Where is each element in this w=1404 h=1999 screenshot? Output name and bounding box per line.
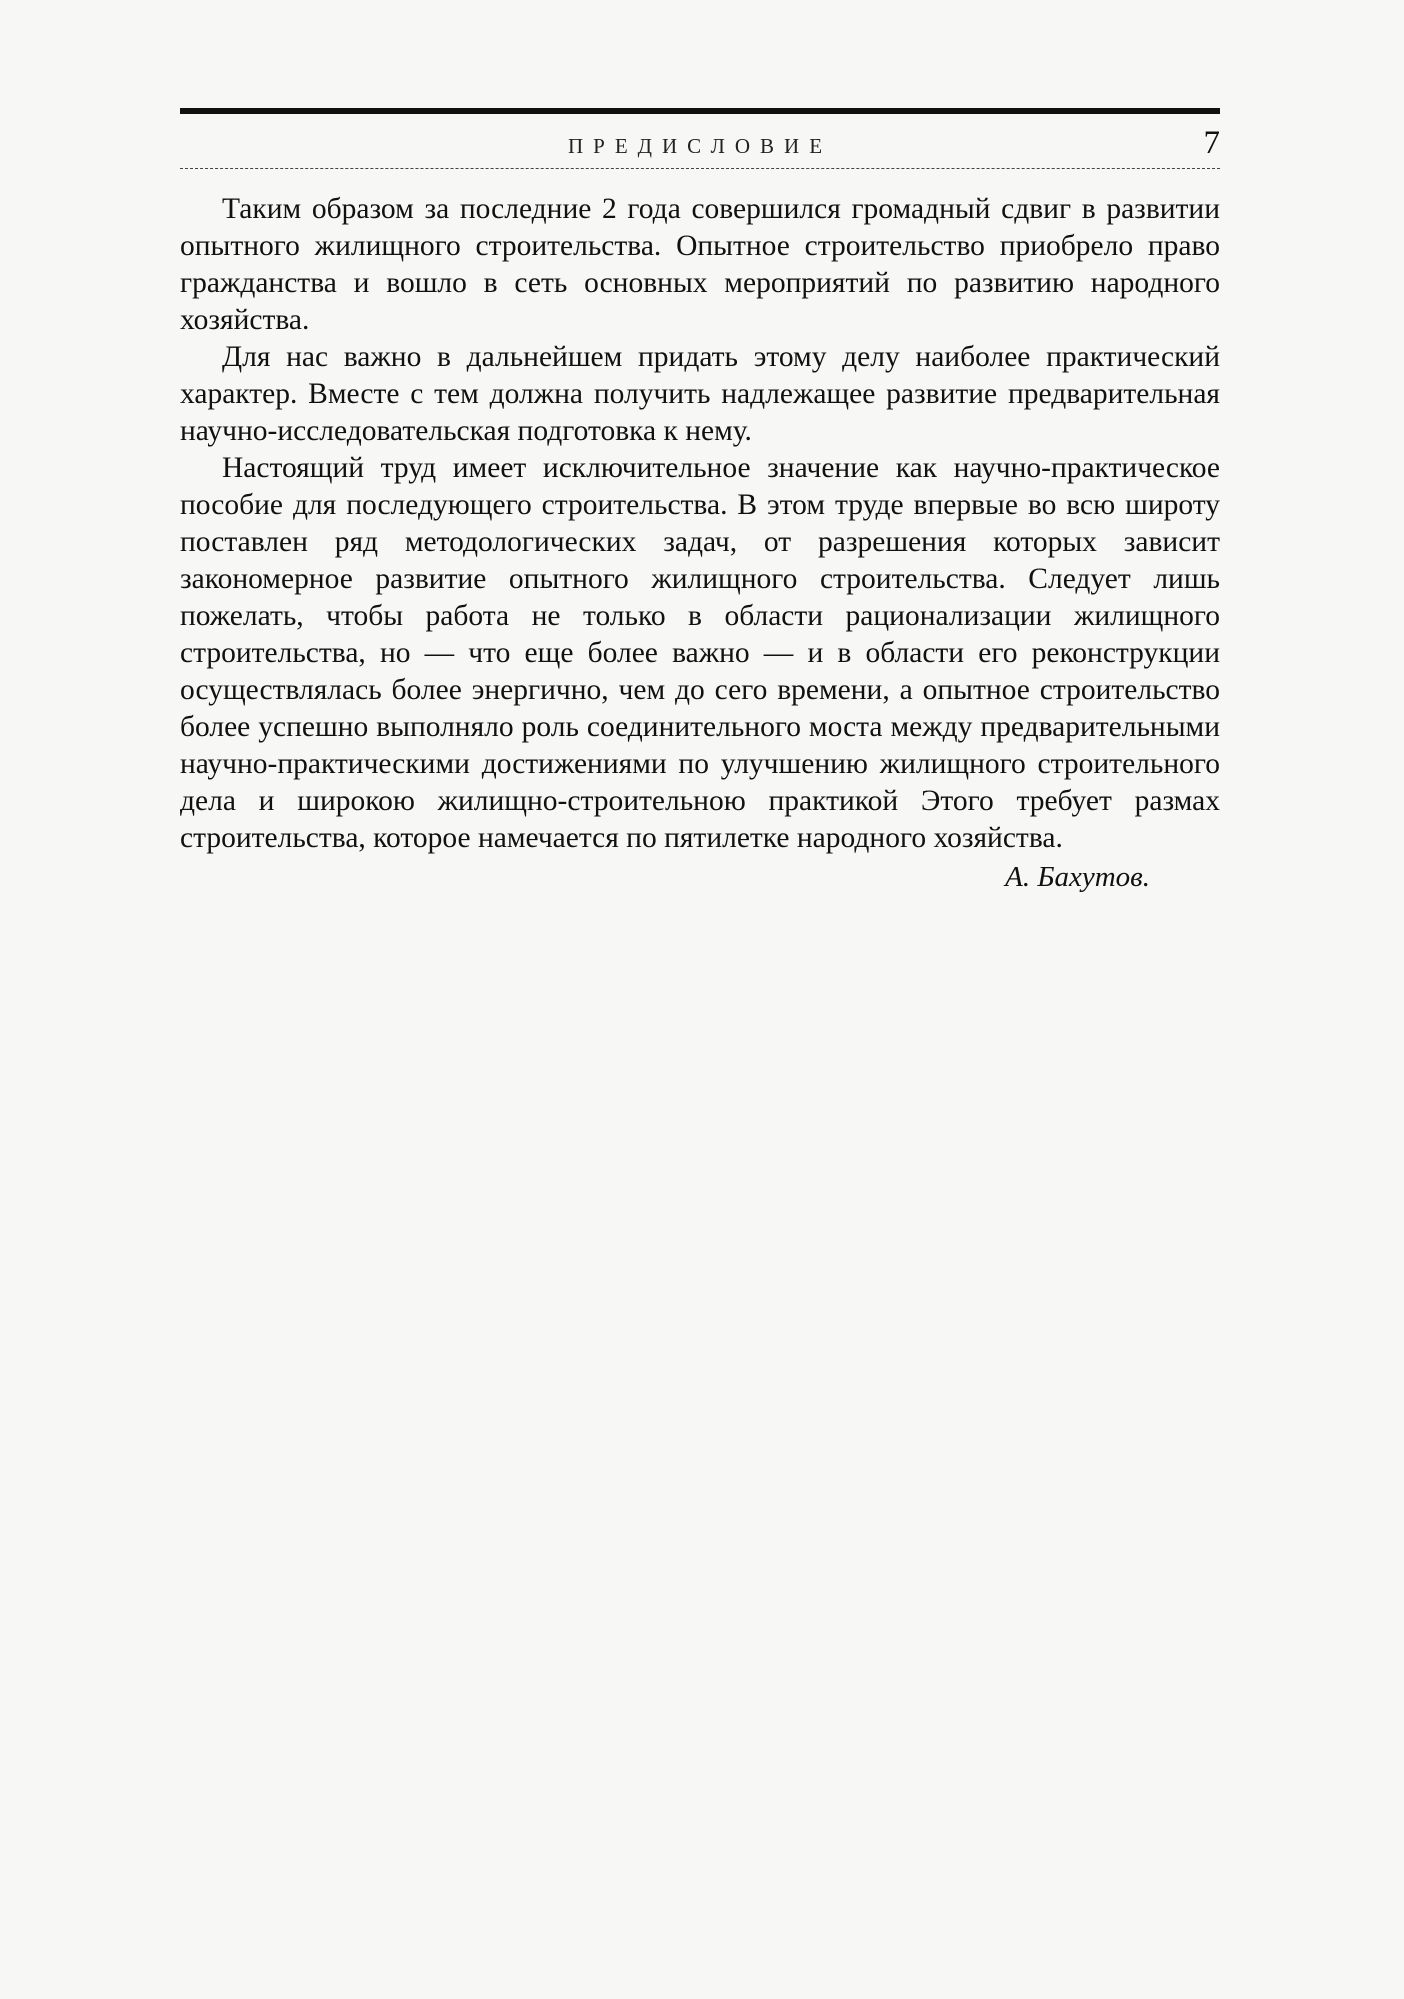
author-signature: А. Бахутов. bbox=[1005, 861, 1150, 893]
header-rule bbox=[180, 168, 1220, 169]
paragraph: Таким образом за последние 2 года совершился громадный сдвиг в развитии опытного жилищного строительства. Опытное строительство приобрело право гражданства и вошло в сеть основных мероприятий по развитию народного хозяйства. bbox=[180, 193, 1220, 336]
page-number: 7 bbox=[1203, 125, 1220, 161]
page-header bbox=[180, 114, 1220, 166]
paragraph: Для нас важно в дальнейшем придать этому делу наиболее практический характер. Вместе с тем должна получить надлежащее развитие предварительная научно-исследовательская подготовка к нему. bbox=[180, 341, 1220, 447]
body-text bbox=[180, 191, 1220, 857]
book-page bbox=[180, 108, 1220, 894]
running-head: ПРЕДИСЛОВИЕ bbox=[567, 134, 833, 158]
paragraph: Настоящий труд имеет исключительное значение как научно-практическое пособие для последующего строительства. В этом труде впервые во всю широту поставлен ряд методологических задач, от разрешения которых зависит закономерное развитие опытного жилищного строительства. Следует лишь пожелать, чтобы работа не только в области рационализации жилищного строительства, но — что еще более важно — и в области его реконструкции осуществлялась более энергично, чем до сего времени, а опытное строительство более успешно выполняло роль соединительного моста между предварительными научно-практическими достижениями по улучшению жилищного строительного дела и широкою жилищно-строительною практикой Этого требует размах строительства, которое намечается по пятилетке народного хозяйства. bbox=[180, 452, 1220, 854]
